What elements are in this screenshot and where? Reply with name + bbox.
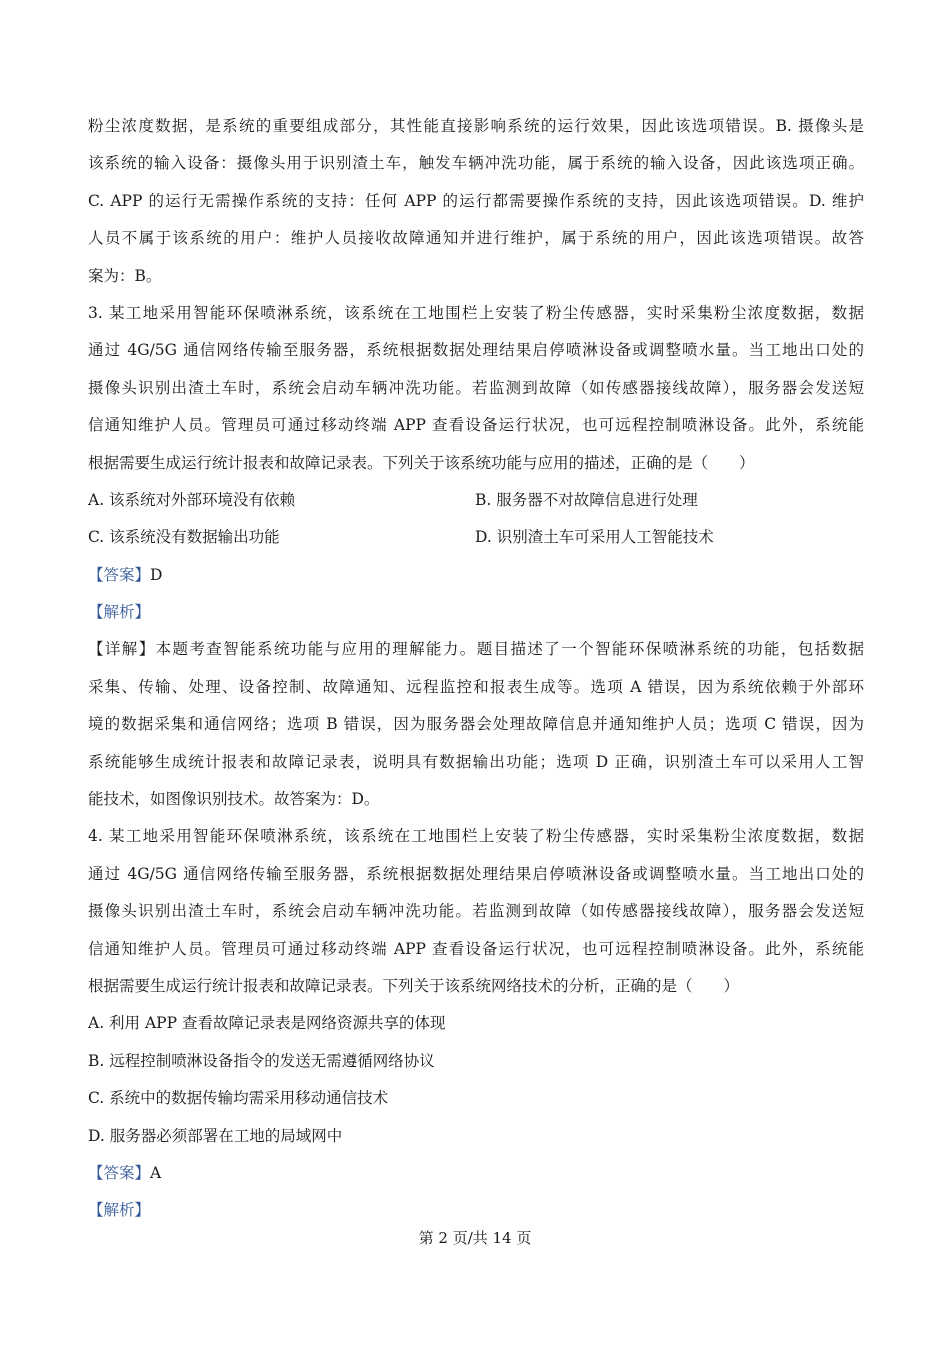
answer-value: D [150,565,163,584]
question-stem-line: 摄像头识别出渣土车时，系统会启动车辆冲洗功能。若监测到故障（如传感器接线故障），服务器会发送短 [88,902,864,921]
analysis-line [88,594,864,631]
question-stem-line: 根据需要生成运行统计报表和故障记录表。下列关于该系统网络技术的分析，正确的是（ ） [88,976,740,995]
question-stem-line: 通过 4G/5G 通信网络传输至服务器，系统根据数据处理结果启停喷淋设备或调整喷水量。当工地出口处的 [88,864,864,883]
option-d: D. 服务器必须部署在工地的局域网中 [88,1126,343,1145]
detail-line: 能技术，如图像识别技术。故答案为：D。 [88,790,380,809]
option-a: A. 利用 APP 查看故障记录表是网络资源共享的体现 [88,1014,446,1033]
text-line: 该系统的输入设备：摄像头用于识别渣土车，触发车辆冲洗功能，属于系统的输入设备，因此该选项正确。 [88,154,864,173]
analysis-tag: 【解析】 [88,603,151,622]
option-c: C. 该系统没有数据输出功能 [88,528,280,547]
option-b: B. 远程控制喷淋设备指令的发送无需遵循网络协议 [88,1051,435,1070]
detail-text: 本题考查智能系统功能与应用的理解能力。题目描述了一个智能环保喷淋系统的功能，包括数据 [155,640,864,659]
question-stem-line: 摄像头识别出渣土车时，系统会启动车辆冲洗功能。若监测到故障（如传感器接线故障），服务器会发送短 [88,378,864,397]
detail-line: 采集、传输、处理、设备控制、故障通知、远程监控和报表生成等。选项 A 错误，因为系统依赖于外部环 [88,677,864,696]
text-line: C. APP 的运行无需操作系统的支持：任何 APP 的运行都需要操作系统的支持，因此该选项错误。D. 维护 [88,191,864,210]
question-stem-line: 3. 某工地采用智能环保喷淋系统，该系统在工地围栏上安装了粉尘传感器，实时采集粉尘浓度数据，数据 [88,303,864,322]
question-stem-line: 信通知维护人员。管理员可通过移动终端 APP 查看设备运行状况，也可远程控制喷淋设备。此外，系统能 [88,416,864,435]
question-3 [88,295,864,818]
question-stem-line: 信通知维护人员。管理员可通过移动终端 APP 查看设备运行状况，也可远程控制喷淋设备。此外，系统能 [88,939,864,958]
question-stem-line: 通过 4G/5G 通信网络传输至服务器，系统根据数据处理结果启停喷淋设备或调整喷水量。当工地出口处的 [88,341,864,360]
options-row [88,482,864,519]
page-content [88,108,864,1230]
answer-value: A [150,1163,162,1182]
option-b: B. 服务器不对故障信息进行处理 [475,490,698,509]
detail-line: 系统能够生成统计报表和故障记录表，说明具有数据输出功能；选项 D 正确，识别渣土车可以采用人工智 [88,752,864,771]
option-c: C. 系统中的数据传输均需采用移动通信技术 [88,1089,389,1108]
answer-tag: 【答案】 [88,565,151,584]
question-4 [88,818,864,1229]
question-stem-line: 根据需要生成运行统计报表和故障记录表。下列关于该系统功能与应用的描述，正确的是（ ） [88,453,755,472]
detail-tag: 【详解】 [88,640,156,659]
options-row [88,519,864,556]
option-d: D. 识别渣土车可采用人工智能技术 [475,528,714,547]
answer-line [88,1155,864,1192]
text-line: 粉尘浓度数据，是系统的重要组成部分，其性能直接影响系统的运行效果，因此该选项错误。B. 摄像头是 [88,117,864,135]
detail-line [88,631,864,668]
answer-line [88,557,864,594]
detail-line: 境的数据采集和通信网络；选项 B 错误，因为服务器会处理故障信息并通知维护人员；选项 C 错误，因为 [88,715,864,734]
option-a: A. 该系统对外部环境没有依赖 [88,490,296,509]
analysis-line [88,1192,864,1229]
q2-explanation [88,108,864,295]
analysis-tag: 【解析】 [88,1201,151,1220]
page-footer: 第 2 页/共 14 页 [418,1229,532,1247]
answer-tag: 【答案】 [88,1163,151,1182]
question-stem-line: 4. 某工地采用智能环保喷淋系统，该系统在工地围栏上安装了粉尘传感器，实时采集粉尘浓度数据，数据 [88,827,864,846]
text-line: 案为：B。 [88,266,162,285]
text-line: 人员不属于该系统的用户：维护人员接收故障通知并进行维护，属于系统的用户，因此该选项错误。故答 [88,229,864,248]
